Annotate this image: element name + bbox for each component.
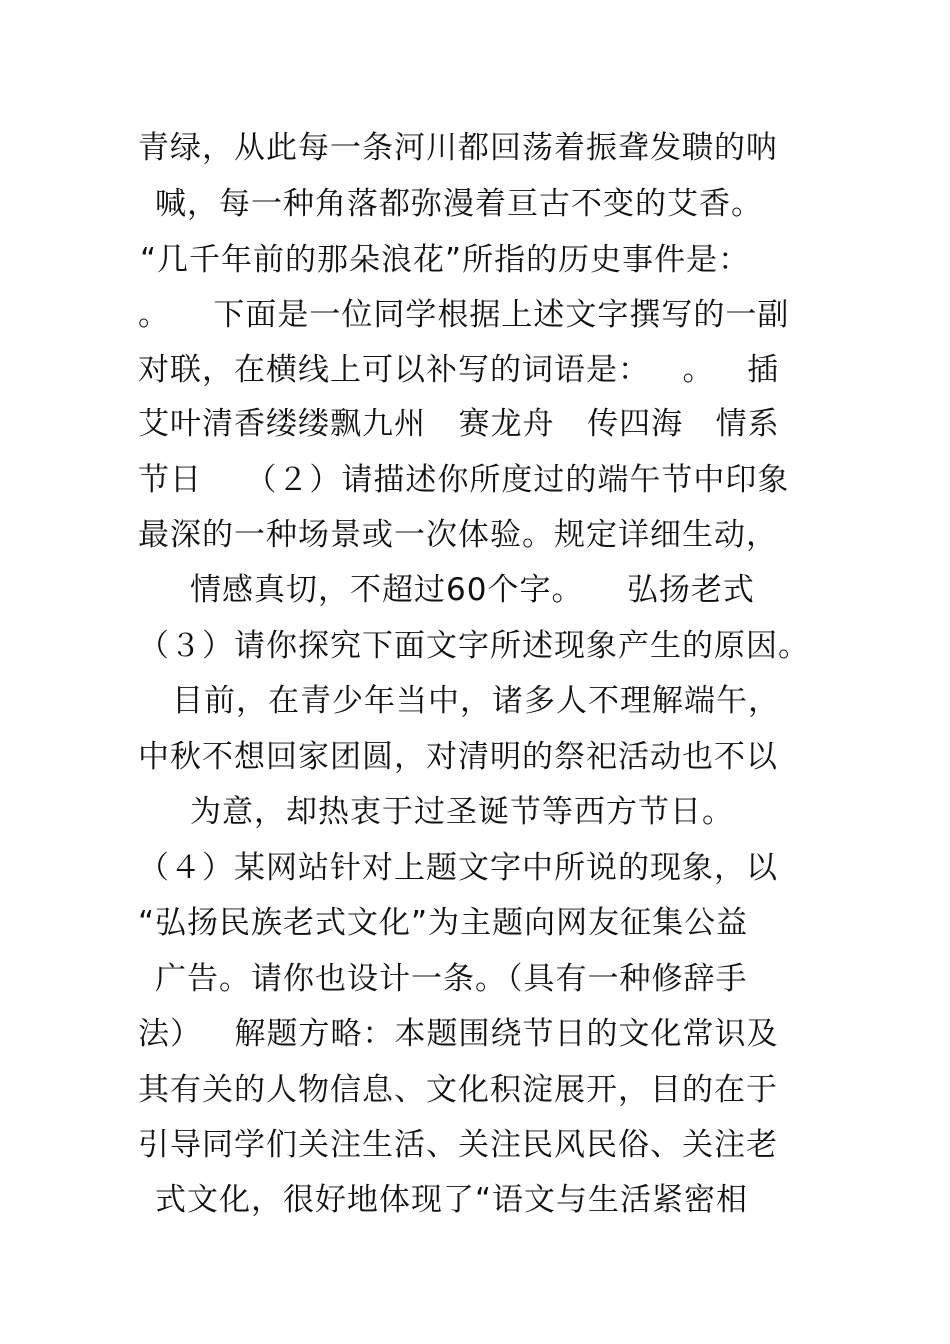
text-line-5: 对联，在横线上可以补写的词语是： 。 插 [138, 352, 780, 388]
text-line-3: “几千年前的那朵浪花”所指的历史事件是： [140, 242, 751, 278]
text-line-6: 艾叶清香缕缕飘九州 赛龙舟 传四海 情系 [138, 406, 780, 442]
text-line-9: 情感真切，不超过60个字。 弘扬老式 [190, 572, 755, 608]
text-line-1: 青绿，从此每一条河川都回荡着振聋发聩的呐 [138, 130, 778, 166]
text-line-17: 法） 解题方略：本题围绕节日的文化常识及 [138, 1016, 779, 1052]
text-line-4: 。 下面是一位同学根据上述文字撰写的一副 [138, 297, 790, 333]
text-line-15: “弘扬民族老式文化”为主题向网友征集公益 [138, 905, 749, 941]
text-line-2: 喊，每一种角落都弥漫着亘古不变的艾香。 [155, 186, 763, 222]
text-line-20: 式文化，很好地体现了“语文与生活紧密相 [155, 1182, 749, 1218]
text-line-13: 为意，却热衷于过圣诞节等西方节日。 [190, 794, 734, 830]
text-line-18: 其有关的人物信息、文化积淀展开，目的在于 [138, 1072, 778, 1108]
text-line-7: 节日 （２）请描述你所度过的端午节中印象 [138, 462, 790, 498]
text-line-14: （４）某网站针对上题文字中所说的现象，以 [138, 850, 778, 886]
text-line-11: 目前，在青少年当中，诸多人不理解端午， [172, 683, 780, 719]
text-line-16: 广告。请你也设计一条。（具有一种修辞手 [155, 961, 748, 997]
text-line-12: 中秋不想回家团圆，对清明的祭祀活动也不以 [138, 739, 778, 775]
text-line-8: 最深的一种场景或一次体验。规定详细生动， [138, 517, 778, 553]
text-line-10: （３）请你探究下面文字所述现象产生的原因。 [138, 628, 810, 664]
text-line-19: 引导同学们关注生活、关注民风民俗、关注老 [138, 1127, 778, 1163]
